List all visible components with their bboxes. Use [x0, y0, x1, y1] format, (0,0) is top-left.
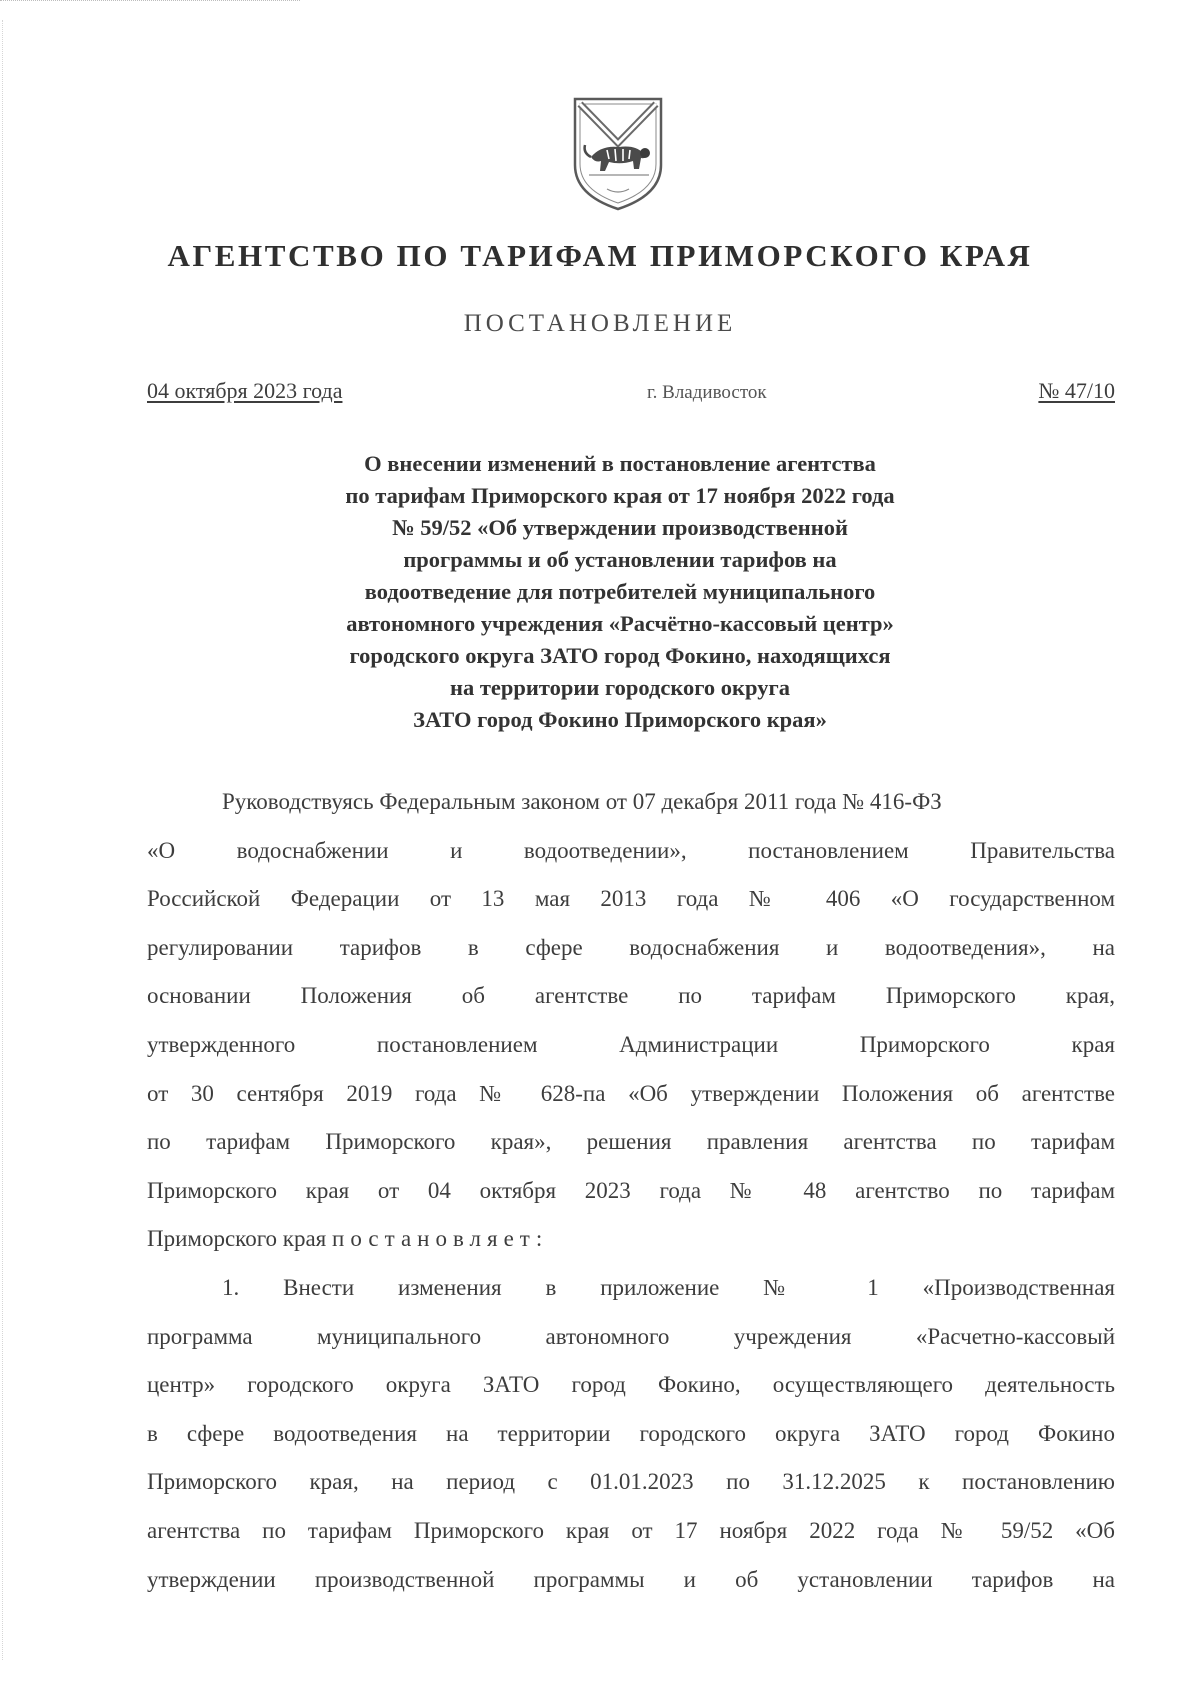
decree-word: постановляет:	[332, 1226, 549, 1252]
document-meta	[147, 378, 1115, 414]
title-line: программы и об установлении тарифов на	[403, 547, 837, 572]
body-line: регулировании тарифов в сфере водоснабжения и водоотведения», на	[147, 934, 1115, 960]
document-date: 04 октября 2023 года	[147, 378, 343, 403]
primorsky-krai-coat-of-arms-icon	[571, 95, 665, 213]
body-line: программа муниципального автономного учреждения «Расчетно-кассовый	[147, 1323, 1115, 1349]
body-line: Приморского края, на период с 01.01.2023 по 31.12.2025 к постановлению	[147, 1469, 1115, 1495]
body-line: 1. Внести изменения в приложение № 1 «Производственная	[222, 1274, 1115, 1300]
body-line: утверждении производственной программы и об установлении тарифов на	[147, 1566, 1115, 1592]
title-line: городского округа ЗАТО город Фокино, находящихся	[349, 643, 891, 668]
body-line: утвержденного постановлением Администрации Приморского края	[147, 1031, 1115, 1057]
body-line-start: Приморского края	[147, 1226, 327, 1252]
title-line: автономного учреждения «Расчётно-кассовый центр»	[346, 611, 894, 636]
body-line: Приморского края от 04 октября 2023 года № 48 агентство по тарифам	[147, 1177, 1115, 1203]
body-line: Российской Федерации от 13 мая 2013 года № 406 «О государственном	[147, 886, 1115, 912]
body-line: в сфере водоотведения на территории городского округа ЗАТО город Фокино	[147, 1420, 1115, 1446]
title-line: на территории городского округа	[450, 675, 790, 700]
document-body	[147, 778, 1115, 1604]
document-title	[180, 448, 1060, 736]
scan-artifact-top	[0, 0, 300, 4]
agency-name: АГЕНТСТВО ПО ТАРИФАМ ПРИМОРСКОГО КРАЯ	[167, 238, 1033, 273]
title-line: № 59/52 «Об утверждении производственной	[392, 515, 848, 540]
body-line-decree	[147, 1215, 1115, 1264]
body-line: основании Положения об агентстве по тарифам Приморского края,	[147, 983, 1115, 1009]
title-line: водоотведение для потребителей муниципального	[364, 579, 876, 604]
body-line: «О водоснабжении и водоотведении», постановлением Правительства	[147, 837, 1115, 863]
title-line: по тарифам Приморского края от 17 ноября 2022 года	[345, 483, 895, 508]
title-line: О внесении изменений в постановление агентства	[364, 451, 876, 476]
title-line: ЗАТО город Фокино Приморского края»	[413, 707, 827, 732]
body-line: агентства по тарифам Приморского края от 17 ноября 2022 года № 59/52 «Об	[147, 1517, 1115, 1543]
document-number: № 47/10	[1038, 378, 1115, 403]
document-city: г. Владивосток	[647, 382, 767, 403]
body-line: по тарифам Приморского края», решения правления агентства по тарифам	[147, 1129, 1115, 1155]
body-line: центр» городского округа ЗАТО город Фокино, осуществляющего деятельность	[147, 1372, 1115, 1398]
body-line: Руководствуясь Федеральным законом от 07 декабря 2011 года № 416-ФЗ	[222, 789, 942, 814]
document-type: ПОСТАНОВЛЕНИЕ	[463, 310, 737, 337]
body-line: от 30 сентября 2019 года № 628-па «Об утверждении Положения об агентстве	[147, 1080, 1115, 1106]
